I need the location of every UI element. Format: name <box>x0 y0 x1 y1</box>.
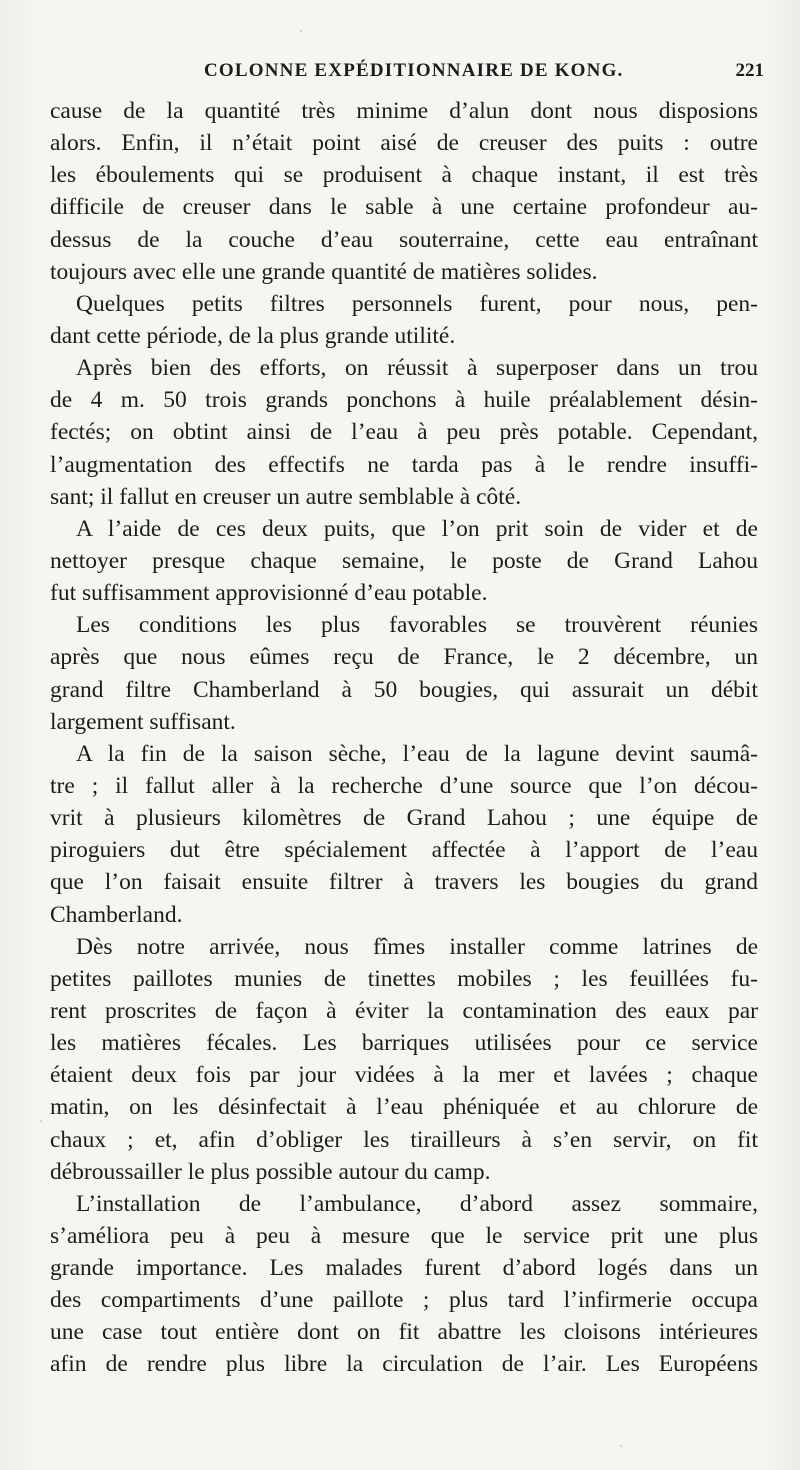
text-line: Dès notre arrivée, nous fîmes installer comme latrines de <box>76 933 758 960</box>
text-line: fectés; on obtint ainsi de l’eau à peu près potable. Cependant, <box>50 419 758 446</box>
text-line: rent proscrites de façon à éviter la contamination des eaux par <box>50 997 758 1024</box>
text-line: chaux ; et, afin d’obliger les tirailleurs à s’en servir, on fit <box>50 1126 758 1153</box>
running-title: COLONNE EXPÉDITIONNAIRE DE KONG. <box>204 60 624 81</box>
text-line: toujours avec elle une grande quantité de matières solides. <box>50 258 598 285</box>
text-line: étaient deux fois par jour vidées à la mer et lavées ; chaque <box>50 1062 758 1089</box>
text-line: grande importance. Les malades furent d’abord logés dans un <box>50 1255 758 1282</box>
paper-speck <box>40 1120 42 1122</box>
text-line: une case tout entière dont on fit abattre les cloisons intérieures <box>50 1319 758 1346</box>
text-line: A la fin de la saison sèche, l’eau de la lagune devint saumâ- <box>76 740 758 767</box>
text-line: Chamberland. <box>50 901 183 928</box>
text-line: afin de rendre plus libre la circulation de l’air. Les Européens <box>50 1351 758 1378</box>
text-line: de 4 m. 50 trois grands ponchons à huile préalablement désin- <box>50 387 758 414</box>
text-line: vrit à plusieurs kilomètres de Grand Lahou ; une équipe de <box>50 805 758 832</box>
text-line: Quelques petits filtres personnels furent, pour nous, pen- <box>76 290 758 317</box>
text-line: difficile de creuser dans le sable à une certaine profondeur au- <box>50 194 758 221</box>
text-line: fut suffisamment approvisionné d’eau potable. <box>50 580 488 607</box>
text-line: sant; il fallut en creuser un autre semblable à côté. <box>50 483 522 510</box>
paper-speck <box>300 30 302 32</box>
text-line: cause de la quantité très minime d’alun dont nous disposions <box>50 98 758 124</box>
text-line: Après bien des efforts, on réussit à superposer dans un trou <box>76 355 758 382</box>
text-line: petites paillotes munies de tinettes mobiles ; les feuillées fu- <box>50 965 758 992</box>
text-line: l’augmentation des effectifs ne tarda pas à le rendre insuffi- <box>50 451 758 478</box>
text-line: dant cette période, de la plus grande utilité. <box>50 322 456 349</box>
text-line: matin, on les désinfectait à l’eau phéniquée et au chlorure de <box>50 1094 758 1121</box>
body-text <box>50 95 758 1381</box>
paper-speck <box>620 1445 622 1447</box>
text-line: tre ; il fallut aller à la recherche d’une source que l’on décou- <box>50 772 758 799</box>
text-line: après que nous eûmes reçu de France, le 2 décembre, un <box>50 644 758 671</box>
text-line: alors. Enfin, il n’était point aisé de creuser des puits : outre <box>50 130 758 157</box>
text-line: largement suffisant. <box>50 708 236 735</box>
text-line: Les conditions les plus favorables se trouvèrent réunies <box>76 612 758 639</box>
text-line: L’installation de l’ambulance, d’abord assez sommaire, <box>76 1190 758 1217</box>
text-line: les éboulements qui se produisent à chaque instant, il est très <box>50 162 758 189</box>
text-line: les matières fécales. Les barriques utilisées pour ce service <box>50 1030 758 1057</box>
text-line: débroussailler le plus possible autour du camp. <box>50 1158 491 1185</box>
text-line: A l’aide de ces deux puits, que l’on prit soin de vider et de <box>76 515 758 542</box>
text-line: s’améliora peu à peu à mesure que le service prit une plus <box>50 1222 758 1249</box>
text-line: nettoyer presque chaque semaine, le poste de Grand Lahou <box>50 547 758 574</box>
page-header <box>52 60 764 90</box>
text-line: que l’on faisait ensuite filtrer à travers les bougies du grand <box>50 869 758 896</box>
page-number: 221 <box>735 60 764 81</box>
text-line: piroguiers dut être spécialement affectée à l’apport de l’eau <box>50 837 758 864</box>
text-line: grand filtre Chamberland à 50 bougies, qui assurait un débit <box>50 676 758 703</box>
text-line: des compartiments d’une paillote ; plus tard l’infirmerie occupa <box>50 1287 758 1314</box>
text-line: dessus de la couche d’eau souterraine, cette eau entraînant <box>50 226 758 253</box>
